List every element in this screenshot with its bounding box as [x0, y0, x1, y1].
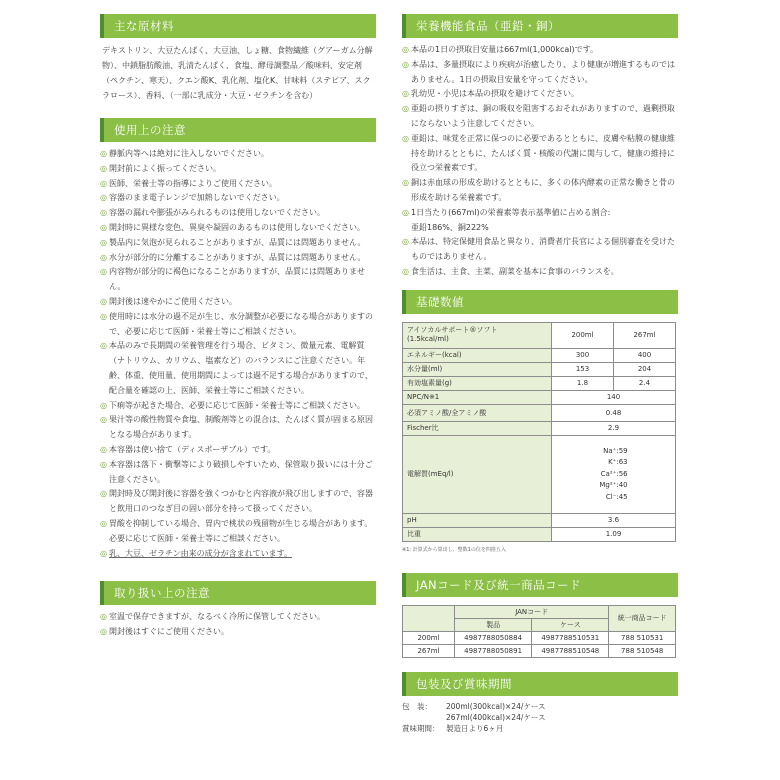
bullet-icon: ◎ — [402, 237, 409, 247]
value-267ml: 204 — [614, 362, 676, 376]
nutrition-item — [402, 58, 678, 88]
usage-item-text: 本容器は落下・衝撃等により破損しやすいため、保管取り扱いには十分ご注意ください。 — [109, 459, 373, 484]
usage-item-text: 乳、大豆、ゼラチン由来の成分が含まれています。 — [109, 548, 292, 558]
electrolyte-item: Cl⁻:45 — [605, 492, 628, 501]
jan-code-header: JANコード — [455, 605, 609, 618]
usage-item-text: 静脈内等へは絶対に注入しないでください。 — [109, 149, 269, 158]
jan-product-header: 製品 — [455, 618, 532, 631]
basic-values-section — [402, 290, 678, 553]
bullet-icon: ◎ — [100, 267, 107, 277]
bullet-icon: ◎ — [100, 444, 107, 454]
bullet-icon: ◎ — [402, 178, 409, 188]
usage-item-text: 内容物が部分的に褐色になることがありますが、品質には問題ありません。 — [109, 267, 365, 292]
bullet-icon: ◎ — [100, 400, 107, 410]
usage-item-text: 容器の漏れや膨張がみられるものは使用しないでください。 — [109, 208, 325, 218]
value-200ml: 300 — [552, 348, 614, 362]
bullet-icon: ◎ — [402, 207, 409, 217]
usage-item — [100, 221, 376, 236]
bullet-icon: ◎ — [100, 163, 107, 173]
nutrition-item-text: 亜鉛は、味覚を正常に保つのに必要であるとともに、皮膚や粘膜の健康維持を助けるとともに、たんぱく質・核酸の代謝に関与して、健康の維持に役立つ栄養素です。 — [411, 133, 675, 173]
electrolyte-values — [552, 435, 676, 513]
row-value: 0.48 — [552, 404, 676, 421]
nutrition-item-text: 本品は、特定保健用食品と異なり、消費者庁長官による個別審査を受けたものではありません。 — [411, 237, 675, 262]
jan-case-header: ケース — [532, 618, 609, 631]
nutrition-item — [402, 206, 678, 236]
product-name-cell: アイソカルサポート®ソフト (1.5kcal/ml) — [403, 322, 552, 348]
table-row — [403, 390, 676, 404]
handling-notes-section — [100, 581, 376, 640]
usage-item-text: 果汁等の酸性物質や食塩、制酸剤等との混合は、たんぱく質が固まる原因となる場合があります。 — [109, 415, 373, 440]
handling-item — [100, 610, 376, 625]
usage-item — [100, 147, 376, 162]
nutrition-function-section — [402, 14, 678, 280]
electrolyte-item: Mg²⁺:40 — [599, 481, 628, 489]
bullet-icon: ◎ — [100, 252, 107, 262]
value-200ml: 1.8 — [552, 376, 614, 390]
value-200ml: 153 — [552, 362, 614, 376]
usage-notes-heading: 使用上の注意 — [100, 118, 376, 142]
table-row — [403, 421, 676, 435]
usage-item-text: 容器のまま電子レンジで加熱しないでください。 — [109, 193, 285, 203]
ingredients-section — [100, 14, 376, 103]
bullet-icon: ◎ — [100, 208, 107, 218]
row-label: pH — [403, 513, 552, 527]
table-row — [403, 631, 676, 644]
case-code-cell: 4987788510531 — [532, 631, 609, 644]
bullet-icon: ◎ — [402, 104, 409, 114]
usage-item-text: 使用時には水分の過不足が生じ、水分調整が必要になる場合がありますので、必要に応じて医師・栄養士等にご相談ください。 — [109, 311, 373, 336]
jan-code-heading: JANコード及び統一商品コード — [402, 573, 678, 597]
row-label: エネルギー(kcal) — [403, 348, 552, 362]
handling-notes-list — [100, 610, 376, 640]
col-200ml-header: 200ml — [552, 322, 614, 348]
bullet-icon: ◎ — [100, 149, 107, 158]
usage-item-text: 本容器は使い捨て（ディスポーザブル）です。 — [109, 444, 276, 454]
bullet-icon: ◎ — [100, 627, 107, 637]
usage-item — [100, 191, 376, 206]
bullet-icon: ◎ — [402, 45, 409, 54]
usage-item-text: 水分が部分的に分離することがありますが、品質には問題ありません。 — [109, 252, 366, 262]
row-value: 1.09 — [552, 527, 676, 541]
nutrition-item — [402, 132, 678, 176]
bullet-icon: ◎ — [100, 518, 107, 528]
nutrition-item-text: 1日当たり(667ml)の栄養素等表示基準値に占める割合: 亜鉛186%、銅222% — [411, 207, 611, 232]
usage-item — [100, 177, 376, 192]
bullet-icon: ◎ — [100, 193, 107, 203]
nutrition-item-text: 食生活は、主食、主菜、副菜を基本に食事のバランスを。 — [411, 266, 619, 276]
jan-code-section — [402, 573, 678, 658]
unified-code-cell: 788 510531 — [609, 631, 676, 644]
usage-item — [100, 295, 376, 310]
unified-code-cell: 788 510548 — [609, 644, 676, 657]
usage-item — [100, 547, 376, 562]
nutrition-item — [402, 102, 678, 132]
bullet-icon: ◎ — [402, 133, 409, 143]
electrolyte-item: K⁺:63 — [608, 458, 628, 466]
packaging-label: 包 装： — [402, 701, 432, 711]
row-label: 水分量(ml) — [403, 362, 552, 376]
basic-values-table — [402, 322, 676, 542]
usage-item — [100, 236, 376, 251]
table-row — [403, 376, 676, 390]
nutrition-item — [402, 265, 678, 280]
usage-item — [100, 399, 376, 414]
usage-item-text: 開封時に異様な変色、異臭や凝固のあるものは使用しないでください。 — [109, 222, 365, 232]
table-row — [403, 362, 676, 376]
right-column — [402, 14, 678, 734]
jan-corner-cell — [403, 605, 455, 631]
bullet-icon: ◎ — [402, 59, 409, 69]
nutrition-item — [402, 87, 678, 102]
electrolyte-label: 電解質(mEq/l) — [403, 435, 552, 513]
row-value: 2.9 — [552, 421, 676, 435]
bullet-icon: ◎ — [100, 489, 107, 499]
value-267ml: 400 — [614, 348, 676, 362]
nutrition-item-text: 亜鉛の摂りすぎは、銅の吸収を阻害するおそれがありますので、過剰摂取にならないよう注意してください。 — [411, 104, 675, 128]
usage-item — [100, 162, 376, 177]
usage-notes-section — [100, 118, 376, 561]
table-row — [403, 404, 676, 421]
bullet-icon: ◎ — [402, 89, 409, 99]
usage-item — [100, 517, 376, 547]
col-267ml-header: 267ml — [614, 322, 676, 348]
packaging-section — [402, 672, 678, 734]
packaging-line-2: 267ml(400kcal)×24/ケース — [446, 712, 546, 722]
value-267ml: 2.4 — [614, 376, 676, 390]
usage-item — [100, 413, 376, 443]
bullet-icon: ◎ — [100, 548, 107, 558]
expiry-label: 賞味期間： — [402, 723, 440, 733]
unified-code-header: 統一商品コード — [609, 605, 676, 631]
electrolyte-item: Ca²⁺:56 — [600, 469, 628, 478]
nutrition-item — [402, 43, 678, 58]
usage-item — [100, 458, 376, 488]
basic-values-footnote: ※1: 計算式から算出し、整数1の位を四捨五入 — [402, 546, 506, 553]
nutrition-item-text: 乳幼児・小児は本品の摂取を避けてください。 — [411, 89, 579, 99]
packaging-line-1: 200ml(300kcal)×24/ケース — [446, 701, 546, 711]
table-row — [403, 527, 676, 541]
nutrition-item — [402, 235, 678, 265]
usage-item-text: 本品のみで長期間の栄養管理を行う場合、ビタミン、微量元素、電解質（ナトリウム、カリウム、塩素など）のバランスにご注意ください。年齢、体重、使用量、使用期間によっては過不足する場合がありますので、配合量を確認の上、医師、栄養士等にご相談ください。 — [109, 341, 373, 395]
usage-item-text: 開封前によく振ってください。 — [109, 163, 221, 173]
usage-notes-list — [100, 147, 376, 561]
handling-item-text: 室温で保存できますが、なるべく冷所に保管してください。 — [109, 612, 325, 622]
size-cell: 267ml — [403, 644, 455, 657]
bullet-icon: ◎ — [100, 178, 107, 188]
usage-item-text: 開封後は速やかにご使用ください。 — [109, 296, 237, 306]
bullet-icon: ◎ — [100, 341, 107, 351]
product-code-cell: 4987788050891 — [455, 644, 532, 657]
handling-item — [100, 625, 376, 640]
nutrition-item — [402, 176, 678, 206]
row-value: 3.6 — [552, 513, 676, 527]
ingredients-heading: 主な原材料 — [100, 14, 376, 38]
usage-item — [100, 206, 376, 221]
usage-item-text: 開封時及び開封後に容器を強くつかむと内容液が飛び出しますので、容器と飲用口のつなぎ目の固い部分を持って扱ってください。 — [109, 489, 373, 514]
row-label: 必須アミノ酸/全アミノ酸 — [403, 404, 552, 421]
nutrition-function-list — [402, 43, 678, 280]
bullet-icon: ◎ — [100, 459, 107, 469]
product-code-cell: 4987788050884 — [455, 631, 532, 644]
bullet-icon: ◎ — [100, 311, 107, 321]
row-label: Fischer比 — [403, 421, 552, 435]
bullet-icon: ◎ — [100, 222, 107, 232]
nutrition-function-heading: 栄養機能食品（亜鉛・銅） — [402, 14, 678, 38]
electrolyte-item: Na⁺:59 — [603, 446, 628, 455]
packaging-heading: 包装及び賞味期間 — [402, 672, 678, 696]
case-code-cell: 4987788510548 — [532, 644, 609, 657]
bullet-icon: ◎ — [100, 415, 107, 425]
bullet-icon: ◎ — [100, 612, 107, 622]
handling-notes-heading: 取り扱い上の注意 — [100, 581, 376, 605]
nutrition-item-text: 本品は、多量摂取により疾病が治癒したり、より健康が増進するものではありません。1日の摂取目安量を守ってください。 — [411, 59, 675, 84]
bullet-icon: ◎ — [402, 266, 409, 276]
jan-code-table — [402, 605, 676, 658]
table-row — [403, 513, 676, 527]
row-value: 140 — [552, 390, 676, 404]
basic-values-heading: 基礎数値 — [402, 290, 678, 314]
row-label: 有効塩素量(g) — [403, 376, 552, 390]
usage-item — [100, 310, 376, 340]
table-row — [403, 644, 676, 657]
usage-item — [100, 339, 376, 398]
bullet-icon: ◎ — [100, 237, 107, 247]
expiry-value: 製造日より6ヶ月 — [446, 723, 504, 733]
usage-item-text: 医師、栄養士等の指導によりご使用ください。 — [109, 178, 277, 188]
nutrition-item-text: 本品の1日の摂取目安量は667ml(1,000kcal)です。 — [411, 45, 599, 54]
usage-item — [100, 265, 376, 295]
size-cell: 200ml — [403, 631, 455, 644]
ingredients-text: デキストリン、大豆たんぱく、大豆油、しょ糖、食物繊維（グアーガム分解物）、中鎖脂肪酸油、乳清たんぱく、食塩、酵母調整品／酸味料、安定剤（ペクチン、寒天）、クエン酸K、乳化剤、塩化K、甘味料（ステビア、スクラロース）、香料、（一部に乳成分・大豆・ゼラチンを含む） — [102, 46, 373, 100]
row-label: 比重 — [403, 527, 552, 541]
handling-item-text: 開封後はすぐにご使用ください。 — [109, 627, 229, 637]
usage-item-text: 胃酸を抑制している場合、胃内で桃状の残留物が生じる場合があります。必要に応じて医師・栄養士等にご相談ください。 — [109, 518, 373, 543]
nutrition-item-text: 銅は赤血球の形成を助けるとともに、多くの体内酵素の正常な働きと骨の形成を助ける栄養素です。 — [411, 178, 675, 202]
usage-item-text: 製品内に気泡が見られることがありますが、品質には問題ありません。 — [109, 237, 366, 247]
left-column — [100, 14, 376, 640]
table-row — [403, 348, 676, 362]
usage-item — [100, 487, 376, 517]
usage-item — [100, 443, 376, 458]
bullet-icon: ◎ — [100, 296, 107, 306]
row-label: NPC/N※1 — [403, 390, 552, 404]
usage-item — [100, 251, 376, 266]
usage-item-text: 下痢等が起きた場合、必要に応じて医師・栄養士等にご相談ください。 — [109, 400, 365, 410]
